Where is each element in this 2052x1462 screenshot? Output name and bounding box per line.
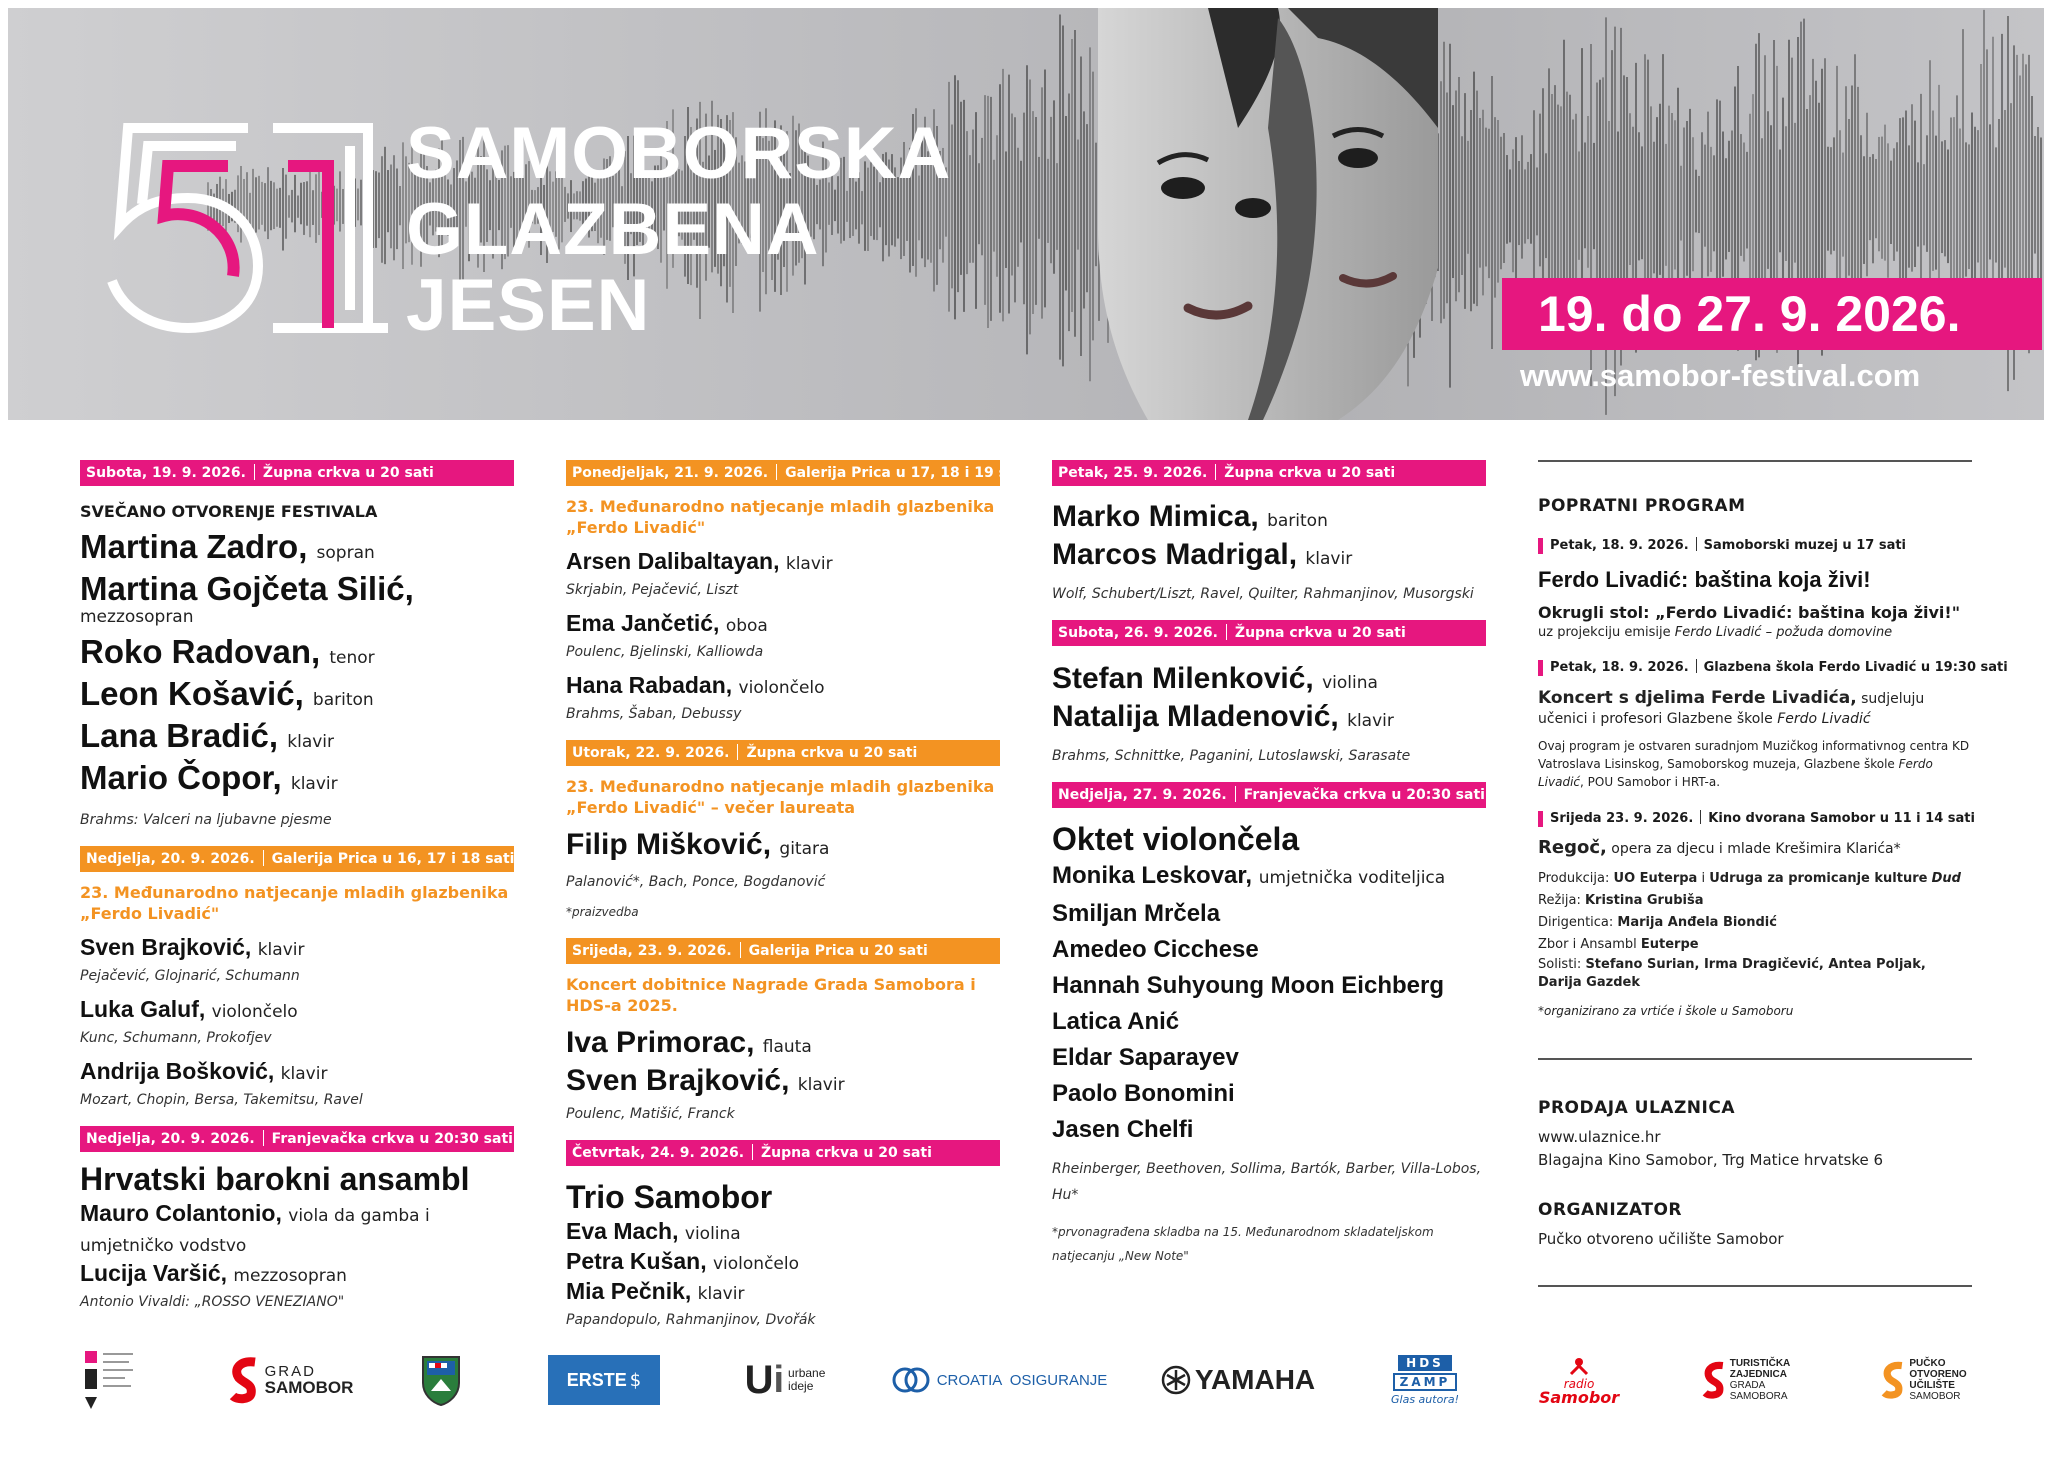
event-date-bar <box>80 460 514 486</box>
festival-title-line-3: JESEN <box>406 265 651 346</box>
side-event-description: uz projekciju emisije Ferdo Livadić – požuda domovine <box>1538 625 1893 640</box>
festival-header <box>8 8 2044 420</box>
event-heading: Koncert dobitnice Nagrade Grada Samobora i HDS-a 2025. <box>566 975 976 1015</box>
event-date: Nedjelja, 20. 9. 2026. <box>86 851 255 867</box>
event-date-bar: Petak, 18. 9. 2026. Glazbena škola Ferdo Livadić u 19:30 sati <box>1538 658 1972 678</box>
event-date-bar: Petak, 18. 9. 2026. Samoborski muzej u 17 sati <box>1538 536 1972 556</box>
performer: Stefan Milenković, violina <box>1052 662 1378 695</box>
performer: Arsen Dalibaltayan, klavir <box>566 548 833 574</box>
sponsor-text: YAMAHA <box>1194 1364 1316 1395</box>
sponsor-text: TURISTIČKA <box>1729 1358 1791 1369</box>
sponsor-text: ZAJEDNICA <box>1729 1369 1787 1380</box>
event-works: Rheinberger, Beethoven, Sollima, Bartók, Barber, Villa-Lobos, Hu* <box>1052 1161 1482 1203</box>
performer: Martina Gojčeta Silić, <box>80 570 414 607</box>
performer: Petra Kušan, violončelo <box>566 1248 800 1274</box>
event-works: Papandopulo, Rahmanjinov, Dvořák <box>566 1312 816 1328</box>
event-date-bar <box>80 846 514 872</box>
pucko-uciliste-logo <box>1874 1345 1974 1415</box>
sponsor-text: GRAD <box>264 1363 316 1380</box>
event-date: Nedjelja, 20. 9. 2026. <box>86 1131 255 1147</box>
sponsor-text: ERSTE <box>566 1369 627 1390</box>
performer-works: Poulenc, Bjelinski, Kalliowda <box>566 644 764 660</box>
event-works: Wolf, Schubert/Liszt, Ravel, Quilter, Rahmanjinov, Musorgski <box>1052 586 1474 602</box>
event-card <box>1052 620 1486 766</box>
erste-logo: ERSTE $ <box>548 1345 660 1415</box>
event-venue: Župna crkva u 20 sati <box>1234 625 1406 641</box>
event-card <box>1052 460 1486 604</box>
tourist-board-logo <box>1694 1345 1798 1415</box>
performer: Marcos Madrigal, klavir <box>1052 538 1353 571</box>
credit-conductor: Dirigentica: Marija Anđela Biondić <box>1538 915 1777 930</box>
sponsor-text: radio <box>1563 1376 1595 1391</box>
side-event-subtitle: Okrugli stol: „Ferdo Livadić: baština koja živi!" <box>1538 603 1961 622</box>
side-event <box>1538 809 1975 1020</box>
footnote: *prvonagrađena skladba na 15. Međunarodnom skladateljskom natjecanju „New Note" <box>1052 1225 1434 1263</box>
performer: Filip Mišković, gitara <box>566 828 830 861</box>
event-date: Nedjelja, 27. 9. 2026. <box>1058 787 1227 803</box>
ensemble-member: Hannah Suhyoung Moon Eichberg <box>1052 972 1444 999</box>
event-date-bar <box>566 740 1000 766</box>
event-venue: Galerija Prica u 16, 17 i 18 sati <box>271 851 515 867</box>
performer-works: Skrjabin, Pejačević, Liszt <box>566 582 739 598</box>
event-card <box>566 1140 1000 1330</box>
event-date-bar: Srijeda 23. 9. 2026. Kino dvorana Samobor u 11 i 14 sati <box>1538 809 1972 829</box>
sponsor-text: ideje <box>788 1379 814 1393</box>
program-column-2 <box>566 460 1028 1346</box>
performer: Lucija Varšić, mezzosopran <box>80 1260 347 1286</box>
tickets-heading: PRODAJA ULAZNICA <box>1538 1098 1735 1118</box>
event-card <box>80 846 514 1110</box>
performer: Natalija Mladenović, klavir <box>1052 700 1394 733</box>
organizer-heading: ORGANIZATOR <box>1538 1200 1683 1220</box>
ensemble-title: Oktet violončela <box>1052 821 1300 857</box>
tickets-box-office: Blagajna Kino Samobor, Trg Matice hrvatske 6 <box>1538 1151 1884 1169</box>
two-faces-photo <box>1088 8 1448 420</box>
performer: Mia Pečnik, klavir <box>566 1278 745 1304</box>
event-date-bar <box>566 938 1000 964</box>
performer-works: Mozart, Chopin, Bersa, Takemitsu, Ravel <box>80 1092 363 1108</box>
performer-works: Pejačević, Glojnarić, Schumann <box>80 968 300 984</box>
credit-production: Produkcija: UO Euterpa i Udruga za promicanje kulture Dud <box>1538 871 1961 886</box>
performer: Eva Mach, violina <box>566 1218 741 1244</box>
grad-samobor-logo <box>226 1345 356 1415</box>
event-card <box>80 1126 514 1312</box>
event-venue: Franjevačka crkva u 20:30 sati <box>1243 787 1485 803</box>
divider <box>1538 460 1972 462</box>
organizer-name: Pučko otvoreno učilište Samobor <box>1538 1230 1784 1248</box>
event-date-bar <box>1052 782 1486 808</box>
event-venue: Župna crkva u 20 sati <box>746 745 918 761</box>
ensemble-title: Hrvatski barokni ansambl <box>80 1161 470 1197</box>
side-program-heading: POPRATNI PROGRAM <box>1538 496 1746 516</box>
performer: Mauro Colantonio, viola da gamba i umjetničko vodstvo <box>80 1200 430 1256</box>
side-event-title: Regoč, opera za djecu i mlade Krešimira Klarića* <box>1538 837 1901 858</box>
sponsor-text: UČILIŠTE <box>1909 1380 1955 1391</box>
performer: Martina Zadro, sopran <box>80 528 375 565</box>
event-date-bar <box>566 460 1028 486</box>
event-works: Brahms: Valceri na ljubavne pjesme <box>80 812 332 828</box>
event-works: Palanović*, Bach, Ponce, Bogdanović <box>566 874 826 890</box>
event-date: Subota, 19. 9. 2026. <box>86 465 246 481</box>
side-event-title: Ferdo Livadić: baština koja živi! <box>1538 567 1871 592</box>
event-date-bar <box>80 1126 514 1152</box>
event-venue: Župna crkva u 20 sati <box>262 465 434 481</box>
festival-website-link[interactable]: www.samobor-festival.com <box>1520 358 1921 393</box>
festival-title-line-1: SAMOBORSKA <box>406 113 952 194</box>
sponsor-text: urbane <box>788 1366 826 1380</box>
performer: Ema Jančetić, oboa <box>566 610 768 636</box>
sponsor-text: Samobor <box>1538 1387 1620 1407</box>
event-date: Ponedjeljak, 21. 9. 2026. <box>572 465 769 481</box>
performer-role: mezzosopran <box>80 607 194 627</box>
footnote: *organizirano za vrtiće i škole u Samoboru <box>1538 1004 1794 1018</box>
event-card <box>566 938 1000 1124</box>
ensemble-member: Amedeo Cicchese <box>1052 936 1259 963</box>
performer-works: Brahms, Šaban, Debussy <box>566 706 742 722</box>
ensemble-title: Trio Samobor <box>566 1179 773 1215</box>
yamaha-logo <box>1164 1345 1316 1415</box>
ensemble-member: Jasen Chelfi <box>1052 1116 1194 1143</box>
hds-zamp-logo <box>1382 1345 1468 1415</box>
festival-dates-badge: 19. do 27. 9. 2026. <box>1502 278 2042 350</box>
event-date: Srijeda, 23. 9. 2026. <box>572 943 732 959</box>
performer: Monika Leskovar, umjetnička voditeljica <box>1052 862 1446 889</box>
sponsor-text: OTVORENO <box>1909 1369 1967 1380</box>
ensemble-member: Eldar Saparayev <box>1052 1044 1239 1071</box>
performer: Sven Brajković, klavir <box>80 934 305 960</box>
sponsor-text: CROATIA OSIGURANJE <box>936 1371 1108 1389</box>
footnote: *praizvedba <box>566 905 639 919</box>
sponsor-logos-strip <box>0 1345 2052 1425</box>
event-venue: Galerija Prica u 20 sati <box>748 943 928 959</box>
event-venue: Župna crkva u 20 sati <box>1224 465 1396 481</box>
croatia-osiguranje-logo <box>888 1345 1110 1415</box>
performer: Marko Mimica, bariton <box>1052 500 1328 533</box>
sponsor-text: GRADA <box>1729 1380 1766 1391</box>
side-program-column <box>1538 460 2008 1287</box>
performer: Leon Košavić, bariton <box>80 675 374 712</box>
event-card <box>566 460 1028 724</box>
ministry-logo <box>80 1345 140 1415</box>
event-date: Petak, 25. 9. 2026. <box>1058 465 1208 481</box>
event-heading: 23. Međunarodno natjecanje mladih glazbenika „Ferdo Livadić" <box>566 497 995 537</box>
event-works: Brahms, Schnittke, Paganini, Lutoslawski, Sarasate <box>1052 748 1411 764</box>
side-event-note: Ovaj program je ostvaren suradnjom Muzičkog informativnog centra KD Vatroslava Lisinskog, Samoborskog muzeja, Glazbene škole Ferdo Livadić, POU Samobor i HRT-a. <box>1538 739 1970 789</box>
event-card <box>80 460 514 830</box>
ensemble-member: Paolo Bonomini <box>1052 1080 1235 1107</box>
event-date-bar <box>1052 620 1486 646</box>
event-card <box>1052 782 1486 1268</box>
performer-works: Kunc, Schumann, Prokofjev <box>80 1030 272 1046</box>
event-date: Subota, 26. 9. 2026. <box>1058 625 1218 641</box>
sponsor-text: Glas autora! <box>1391 1392 1459 1406</box>
performer: Lana Bradić, klavir <box>80 717 335 754</box>
performer: Roko Radovan, tenor <box>80 633 375 670</box>
event-heading: 23. Međunarodno natjecanje mladih glazbenika „Ferdo Livadić" – večer laureata <box>566 777 995 817</box>
sponsor-text: ZAMP <box>1393 1373 1458 1391</box>
credit-soloists: Solisti: Stefano Surian, Irma Dragičević, Antea Poljak, Darija Gazdek <box>1538 957 1926 990</box>
event-venue: Župna crkva u 20 sati <box>761 1145 932 1161</box>
divider <box>1538 1058 1972 1060</box>
festival-title-line-2: GLAZBENA <box>406 189 820 270</box>
event-heading: SVEČANO OTVORENJE FESTIVALA <box>80 502 378 521</box>
event-works: Antonio Vivaldi: „ROSSO VENEZIANO" <box>80 1294 345 1310</box>
credit-choir: Zbor i Ansambl Euterpe <box>1538 937 1699 952</box>
event-date: Četvrtak, 24. 9. 2026. <box>572 1145 745 1161</box>
performer: Luka Galuf, violončelo <box>80 996 298 1022</box>
ensemble-member: Smiljan Mrčela <box>1052 900 1221 927</box>
performer: Hana Rabadan, violončelo <box>566 672 825 698</box>
event-works: Poulenc, Matišić, Franck <box>566 1106 735 1122</box>
performer: Mario Čopor, klavir <box>80 759 338 796</box>
event-venue: Galerija Prica u 17, 18 i 19 sati <box>785 465 1028 481</box>
side-event-title: Koncert s djelima Ferde Livadića, sudjeluju učenici i profesori Glazbene škole Ferdo Livadić <box>1538 688 1925 727</box>
coat-of-arms-icon <box>416 1345 466 1415</box>
sponsor-text: HDS <box>1398 1355 1452 1371</box>
ensemble-member: Latica Anić <box>1052 1008 1180 1035</box>
sponsor-text: SAMOBOR <box>1909 1391 1961 1402</box>
tickets-website-link[interactable]: www.ulaznice.hr <box>1538 1128 1661 1146</box>
performer: Sven Brajković, klavir <box>566 1064 845 1097</box>
side-event <box>1538 536 1972 642</box>
event-venue: Franjevačka crkva u 20:30 sati <box>271 1131 513 1147</box>
divider <box>1538 1285 1972 1287</box>
urbane-ideje-logo: U i urbane ideje <box>744 1357 826 1402</box>
program-column-1 <box>80 460 514 1328</box>
sponsor-text: SAMOBORA <box>1729 1391 1788 1402</box>
event-date-bar <box>1052 460 1486 486</box>
sponsor-text: PUČKO <box>1909 1358 1946 1369</box>
sponsor-text: SAMOBOR <box>264 1378 354 1397</box>
program-column-3 <box>1052 460 1486 1284</box>
radio-samobor-logo <box>1536 1345 1622 1415</box>
performer: Iva Primorac, flauta <box>566 1026 812 1059</box>
festival-number-51-logo <box>98 116 388 336</box>
event-heading: 23. Međunarodno natjecanje mladih glazbenika „Ferdo Livadić" <box>80 883 509 923</box>
performer: Andrija Bošković, klavir <box>80 1058 328 1084</box>
event-card <box>566 740 1000 922</box>
event-date: Utorak, 22. 9. 2026. <box>572 745 730 761</box>
event-date-bar <box>566 1140 1000 1166</box>
credit-director: Režija: Kristina Grubiša <box>1538 893 1704 908</box>
side-event <box>1538 658 2008 791</box>
